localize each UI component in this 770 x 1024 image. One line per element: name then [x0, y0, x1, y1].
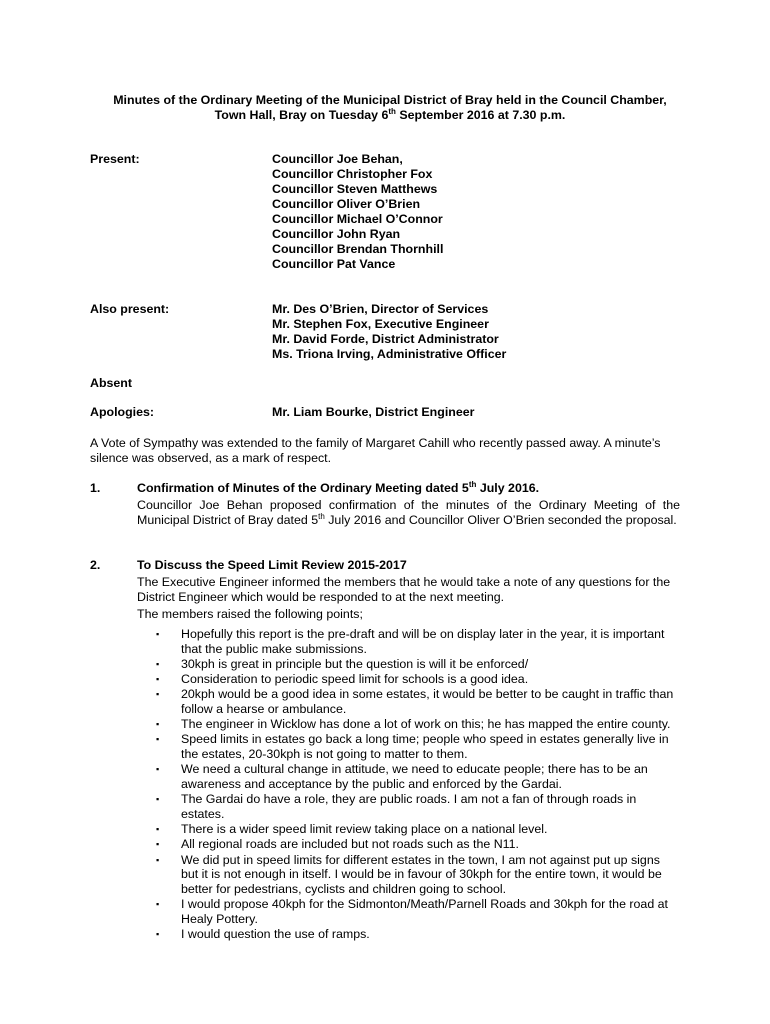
- present-member: Councillor Christopher Fox: [272, 167, 433, 181]
- list-item: ▪ 30kph is great in principle but the question is will it be enforced/: [156, 656, 529, 671]
- item-1-body: Councillor Joe Behan proposed confirmation of the minutes of the Ordinary Meeting of the Municipal District of Bray dated 5th July 2016 and Councillor Oliver O’Brien seconded the proposal.: [137, 498, 680, 527]
- list-item: ▪ The Gardai do have a role, they are public roads. I am not a fan of through roads in estates.: [156, 792, 637, 821]
- present-label: Present:: [90, 152, 140, 166]
- absent-label: Absent: [90, 376, 132, 390]
- also-present-member: Ms. Triona Irving, Administrative Officer: [272, 347, 507, 361]
- present-member: Councillor Michael O’Connor: [272, 212, 443, 226]
- list-item: ▪ I would question the use of ramps.: [156, 927, 370, 942]
- document-title: [80, 93, 700, 123]
- bullet-icon: ▪: [156, 629, 160, 639]
- list-item: ▪ There is a wider speed limit review taking place on a national level.: [156, 822, 548, 837]
- bullet-icon: ▪: [156, 839, 160, 850]
- item-1-number: 1.: [90, 481, 101, 495]
- bullet-icon: ▪: [156, 689, 160, 700]
- present-list: [272, 152, 443, 272]
- bullet-icon: ▪: [156, 719, 160, 730]
- list-item: ▪ Consideration to periodic speed limit for schools is a good idea.: [156, 672, 529, 687]
- present-member: Councillor Brendan Thornhill: [272, 242, 444, 256]
- list-item: ▪ We need a cultural change in attitude, we need to educate people; there has to be an awareness and acceptance by the public and enforced by the Gardai.: [156, 762, 648, 792]
- also-present-member: Mr. Des O’Brien, Director of Services: [272, 302, 489, 316]
- bullet-icon: ▪: [156, 929, 160, 940]
- list-item: ▪ All regional roads are included but not roads such as the N11.: [156, 837, 519, 852]
- bullet-icon: ▪: [156, 764, 160, 775]
- item-1-heading: Confirmation of Minutes of the Ordinary Meeting dated 5th July 2016.: [137, 479, 540, 495]
- bullet-icon: ▪: [156, 734, 160, 745]
- list-item: ▪ Speed limits in estates go back a long time; people who speed in estates generally live in the estates, 20-30kph is not going to matter to them.: [156, 732, 669, 762]
- also-present-member: Mr. David Forde, District Administrator: [272, 332, 499, 346]
- also-present-label: Also present:: [90, 302, 170, 316]
- present-member: Councillor Joe Behan,: [272, 152, 403, 166]
- bullet-icon: ▪: [156, 658, 160, 669]
- list-item: ▪ 20kph would be a good idea in some estates, it would be better to be caught in traffic than follow a hearse or ambulance.: [156, 687, 674, 717]
- item-2-points-list: [137, 627, 680, 942]
- sympathy-paragraph: A Vote of Sympathy was extended to the family of Margaret Cahill who recently passed away. A minute’s silence was observed, as a mark of respect.: [90, 436, 661, 465]
- list-item: ▪ We did put in speed limits for different estates in the town, I am not against put up signs but it is not enough in itself. I would be in favour of 30kph for the entire town, it would be better for pedestrians, cyclists and children going to school.: [156, 852, 662, 896]
- present-member: Councillor Steven Matthews: [272, 182, 438, 196]
- present-member: Councillor Oliver O’Brien: [272, 197, 421, 211]
- bullet-icon: ▪: [156, 854, 160, 865]
- item-2-points-intro: The members raised the following points;: [137, 607, 363, 621]
- item-2-number: 2.: [90, 558, 101, 572]
- list-item: ▪ Hopefully this report is the pre-draft and will be on display later in the year, it is important that the public make submissions.: [156, 627, 665, 656]
- also-present-member: Mr. Stephen Fox, Executive Engineer: [272, 317, 489, 331]
- bullet-icon: ▪: [156, 674, 160, 685]
- also-present-list: [272, 302, 506, 362]
- list-item: ▪ The engineer in Wicklow has done a lot of work on this; he has mapped the entire county.: [156, 717, 671, 732]
- present-member: Councillor John Ryan: [272, 227, 401, 241]
- title-line-2: Town Hall, Bray on Tuesday 6th September 2016 at 7.30 p.m.: [214, 106, 566, 122]
- title-line-1: Minutes of the Ordinary Meeting of the Municipal District of Bray held in the Council Chamber,: [113, 93, 667, 107]
- apologies-label: Apologies:: [90, 405, 155, 419]
- bullet-icon: ▪: [156, 794, 160, 805]
- present-member: Councillor Pat Vance: [272, 257, 396, 271]
- bullet-icon: ▪: [156, 824, 160, 835]
- item-2-heading: To Discuss the Speed Limit Review 2015-2017: [137, 558, 407, 572]
- list-item: ▪ I would propose 40kph for the Sidmonton/Meath/Parnell Roads and 30kph for the road at Healy Pottery.: [156, 897, 668, 926]
- bullet-icon: ▪: [156, 899, 160, 910]
- apologies-value: Mr. Liam Bourke, District Engineer: [272, 405, 475, 419]
- item-2-intro: The Executive Engineer informed the members that he would take a note of any questions for the District Engineer which would be responded to at the next meeting.: [137, 575, 671, 604]
